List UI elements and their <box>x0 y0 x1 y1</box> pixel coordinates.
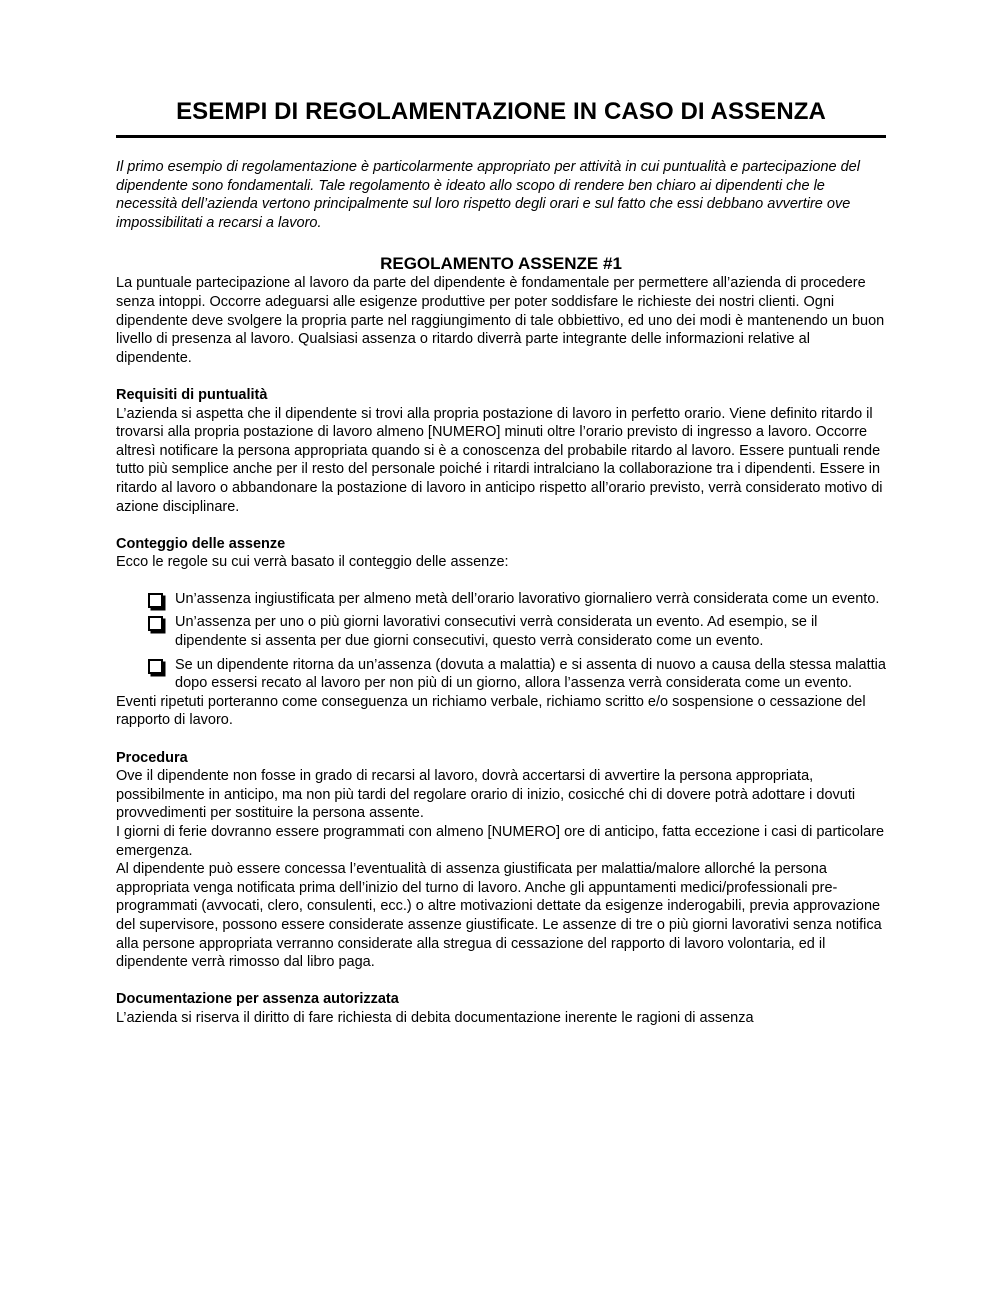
subsection-heading-procedura: Procedura <box>116 749 188 766</box>
list-item <box>116 656 886 693</box>
title-divider <box>116 135 886 138</box>
list-item-text: Un’assenza ingiustificata per almeno metà dell’orario lavorativo giornaliero verrà considerata come un evento. <box>175 590 880 607</box>
subsection-heading-requisiti: Requisiti di puntualità <box>116 386 268 403</box>
list-item-text: Un’assenza per uno o più giorni lavorativi consecutivi verrà considerata un evento. Ad esempio, se il dipendente si assenta per due giorni consecutivi, questo verrà considerato come un evento. <box>175 614 818 650</box>
section-procedura <box>116 749 886 972</box>
document-content <box>116 98 886 1028</box>
section-heading-regolamento: REGOLAMENTO ASSENZE #1 <box>380 254 622 274</box>
check-square-icon <box>148 616 163 631</box>
section-documentazione <box>116 990 886 1027</box>
subsection-body-conteggio: Ecco le regole su cui verrà basato il conteggio delle assenze: <box>116 554 509 571</box>
list-item <box>116 590 886 609</box>
procedura-paragraph-1: Ove il dipendente non fosse in grado di recarsi al lavoro, dovrà accertarsi di avvertire la persona appropriata, possibilmente in anticipo, ma non più tardi del regolare orario di inizio, cosicché chi di dovere potrà adottare i dovuti provvedimenti per sostituire la persona assente. <box>116 768 856 822</box>
procedura-paragraph-2: I giorni di ferie dovranno essere programmati con almeno [NUMERO] ore di anticipo, fatta eccezione i casi di particolare emergenza. <box>116 824 885 859</box>
subsection-heading-documentazione: Documentazione per assenza autorizzata <box>116 991 399 1008</box>
intro-paragraph: Il primo esempio di regolamentazione è particolarmente appropriato per attività in cui puntualità e partecipazione del dipendente sono fondamentali. Tale regolamento è ideato allo scopo di rendere ben chiaro ai dipendenti che le necessità dell’azienda vertono principalmente sul loro rispetto degli orari e sul fatto che essi debbano avvertire ove impossibilitati a recarsi a lavoro. <box>116 159 860 231</box>
list-item <box>116 613 886 650</box>
opening-paragraph: La puntuale partecipazione al lavoro da parte del dipendente è fondamentale per permettere all’azienda di procedere senza intoppi. Occorre adeguarsi alle esigenze produttive per poter soddisfare le richieste dei nostri clienti. Ogni dipendente deve svolgere la propria parte nel raggiungimento di tale obbiettivo, ed uno dei modi è mantenendo un buon livello di presenza al lavoro. Qualsiasi assenza o ritardo diverrà parte integrante delle informazioni relative al dipendente. <box>116 275 885 366</box>
check-square-icon <box>148 593 163 608</box>
subsection-heading-conteggio: Conteggio delle assenze <box>116 535 286 552</box>
list-item-text: Se un dipendente ritorna da un’assenza (dovuta a malattia) e si assenta di nuovo a causa della stessa malattia dopo essersi recato al lavoro per non più di un giorno, allora l’assenza verrà considerata come un evento. <box>175 656 886 692</box>
documentazione-paragraph: L’azienda si riserva il diritto di fare richiesta di debita documentazione inerente le ragioni di assenza <box>116 1009 754 1026</box>
subsection-body-requisiti: L’azienda si aspetta che il dipendente si trovi alla propria postazione di lavoro in perfetto orario. Viene definito ritardo il trovarsi alla propria postazione di lavoro almeno [NUMERO] minuti oltre l’orario previsto di ingresso a lavoro. Occorre altresì notificare la persona appropriata quando si è a conoscenza del probabile ritardo al lavoro. Essere puntuali rende tutto più semplice anche per il resto del personale poiché i ritardi intralciano la collaborazione tra i dipendenti. Essere in ritardo al lavoro o abbandonare la postazione di lavoro in anticipo rispetto all’orario previsto, verrà considerato motivo di azione disciplinare. <box>116 405 883 515</box>
section-conteggio-assenze <box>116 535 886 572</box>
after-list-paragraph: Eventi ripetuti porteranno come conseguenza un richiamo verbale, richiamo scritto e/o sospensione o cessazione del rapporto di lavoro. <box>116 693 866 729</box>
page-title: ESEMPI DI REGOLAMENTAZIONE IN CASO DI ASSENZA <box>176 98 826 125</box>
check-square-icon <box>148 659 163 674</box>
absence-rules-list <box>116 590 886 693</box>
procedura-paragraph-3: Al dipendente può essere concessa l’eventualità di assenza giustificata per malattia/malore allorché la persona appropriata venga notificata prima dell’inizio del turno di lavoro. Anche gli appuntamenti medici/professionali pre-programmati (avvocati, clero, consulenti, ecc.) o altre motivazioni dettate da esigenze inderogabili, previa approvazione del supervisore, possono essere considerate assenze giustificate. Le assenze di tre o più giorni lavorativi senza notifica alla persone appropriata verranno considerate alla stregua di cessazione del rapporto di lavoro volontaria, ed il dipendente verrà rimosso dal libro paga. <box>116 861 882 971</box>
section-requisiti-puntualita <box>116 386 886 516</box>
